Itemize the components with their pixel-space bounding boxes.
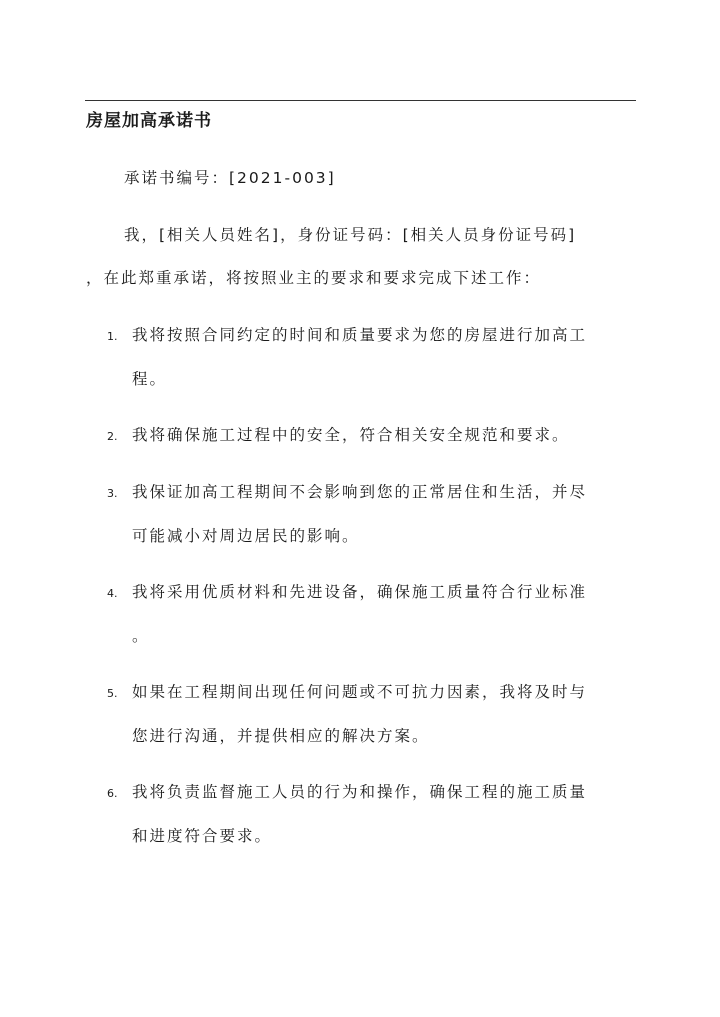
list-item-text-continued: 。 bbox=[132, 627, 150, 645]
list-item-number: 1. bbox=[107, 330, 118, 343]
list-item-text-continued: 和进度符合要求。 bbox=[132, 827, 273, 845]
list-item-text-continued: 您进行沟通，并提供相应的解决方案。 bbox=[132, 727, 430, 745]
list-item-text: 我将确保施工过程中的安全，符合相关安全规范和要求。 bbox=[132, 426, 570, 444]
list-item-number: 3. bbox=[107, 487, 118, 500]
intro-line-1: 我，[相关人员姓名]，身份证号码：[相关人员身份证号码] bbox=[124, 226, 577, 244]
list-item-text: 我将按照合同约定的时间和质量要求为您的房屋进行加高工 bbox=[132, 326, 588, 344]
list-item-text-continued: 程。 bbox=[132, 370, 168, 388]
commitment-number: 承诺书编号：[2021-003] bbox=[124, 169, 336, 187]
list-item-number: 5. bbox=[107, 687, 118, 700]
list-item-text: 我保证加高工程期间不会影响到您的正常居住和生活，并尽 bbox=[132, 483, 588, 501]
list-item-text: 我将负责监督施工人员的行为和操作，确保工程的施工质量 bbox=[132, 783, 588, 801]
list-item-number: 4. bbox=[107, 587, 118, 600]
list-item-text: 我将采用优质材料和先进设备，确保施工质量符合行业标准 bbox=[132, 583, 588, 601]
list-item-number: 6. bbox=[107, 787, 118, 800]
intro-line-2: ，在此郑重承诺，将按照业主的要求和要求完成下述工作： bbox=[86, 269, 542, 287]
list-item-number: 2. bbox=[107, 430, 118, 443]
header-rule bbox=[85, 100, 636, 101]
list-item-text: 如果在工程期间出现任何问题或不可抗力因素，我将及时与 bbox=[132, 683, 588, 701]
document-title: 房屋加高承诺书 bbox=[86, 111, 212, 131]
list-item-text-continued: 可能减小对周边居民的影响。 bbox=[132, 527, 360, 545]
